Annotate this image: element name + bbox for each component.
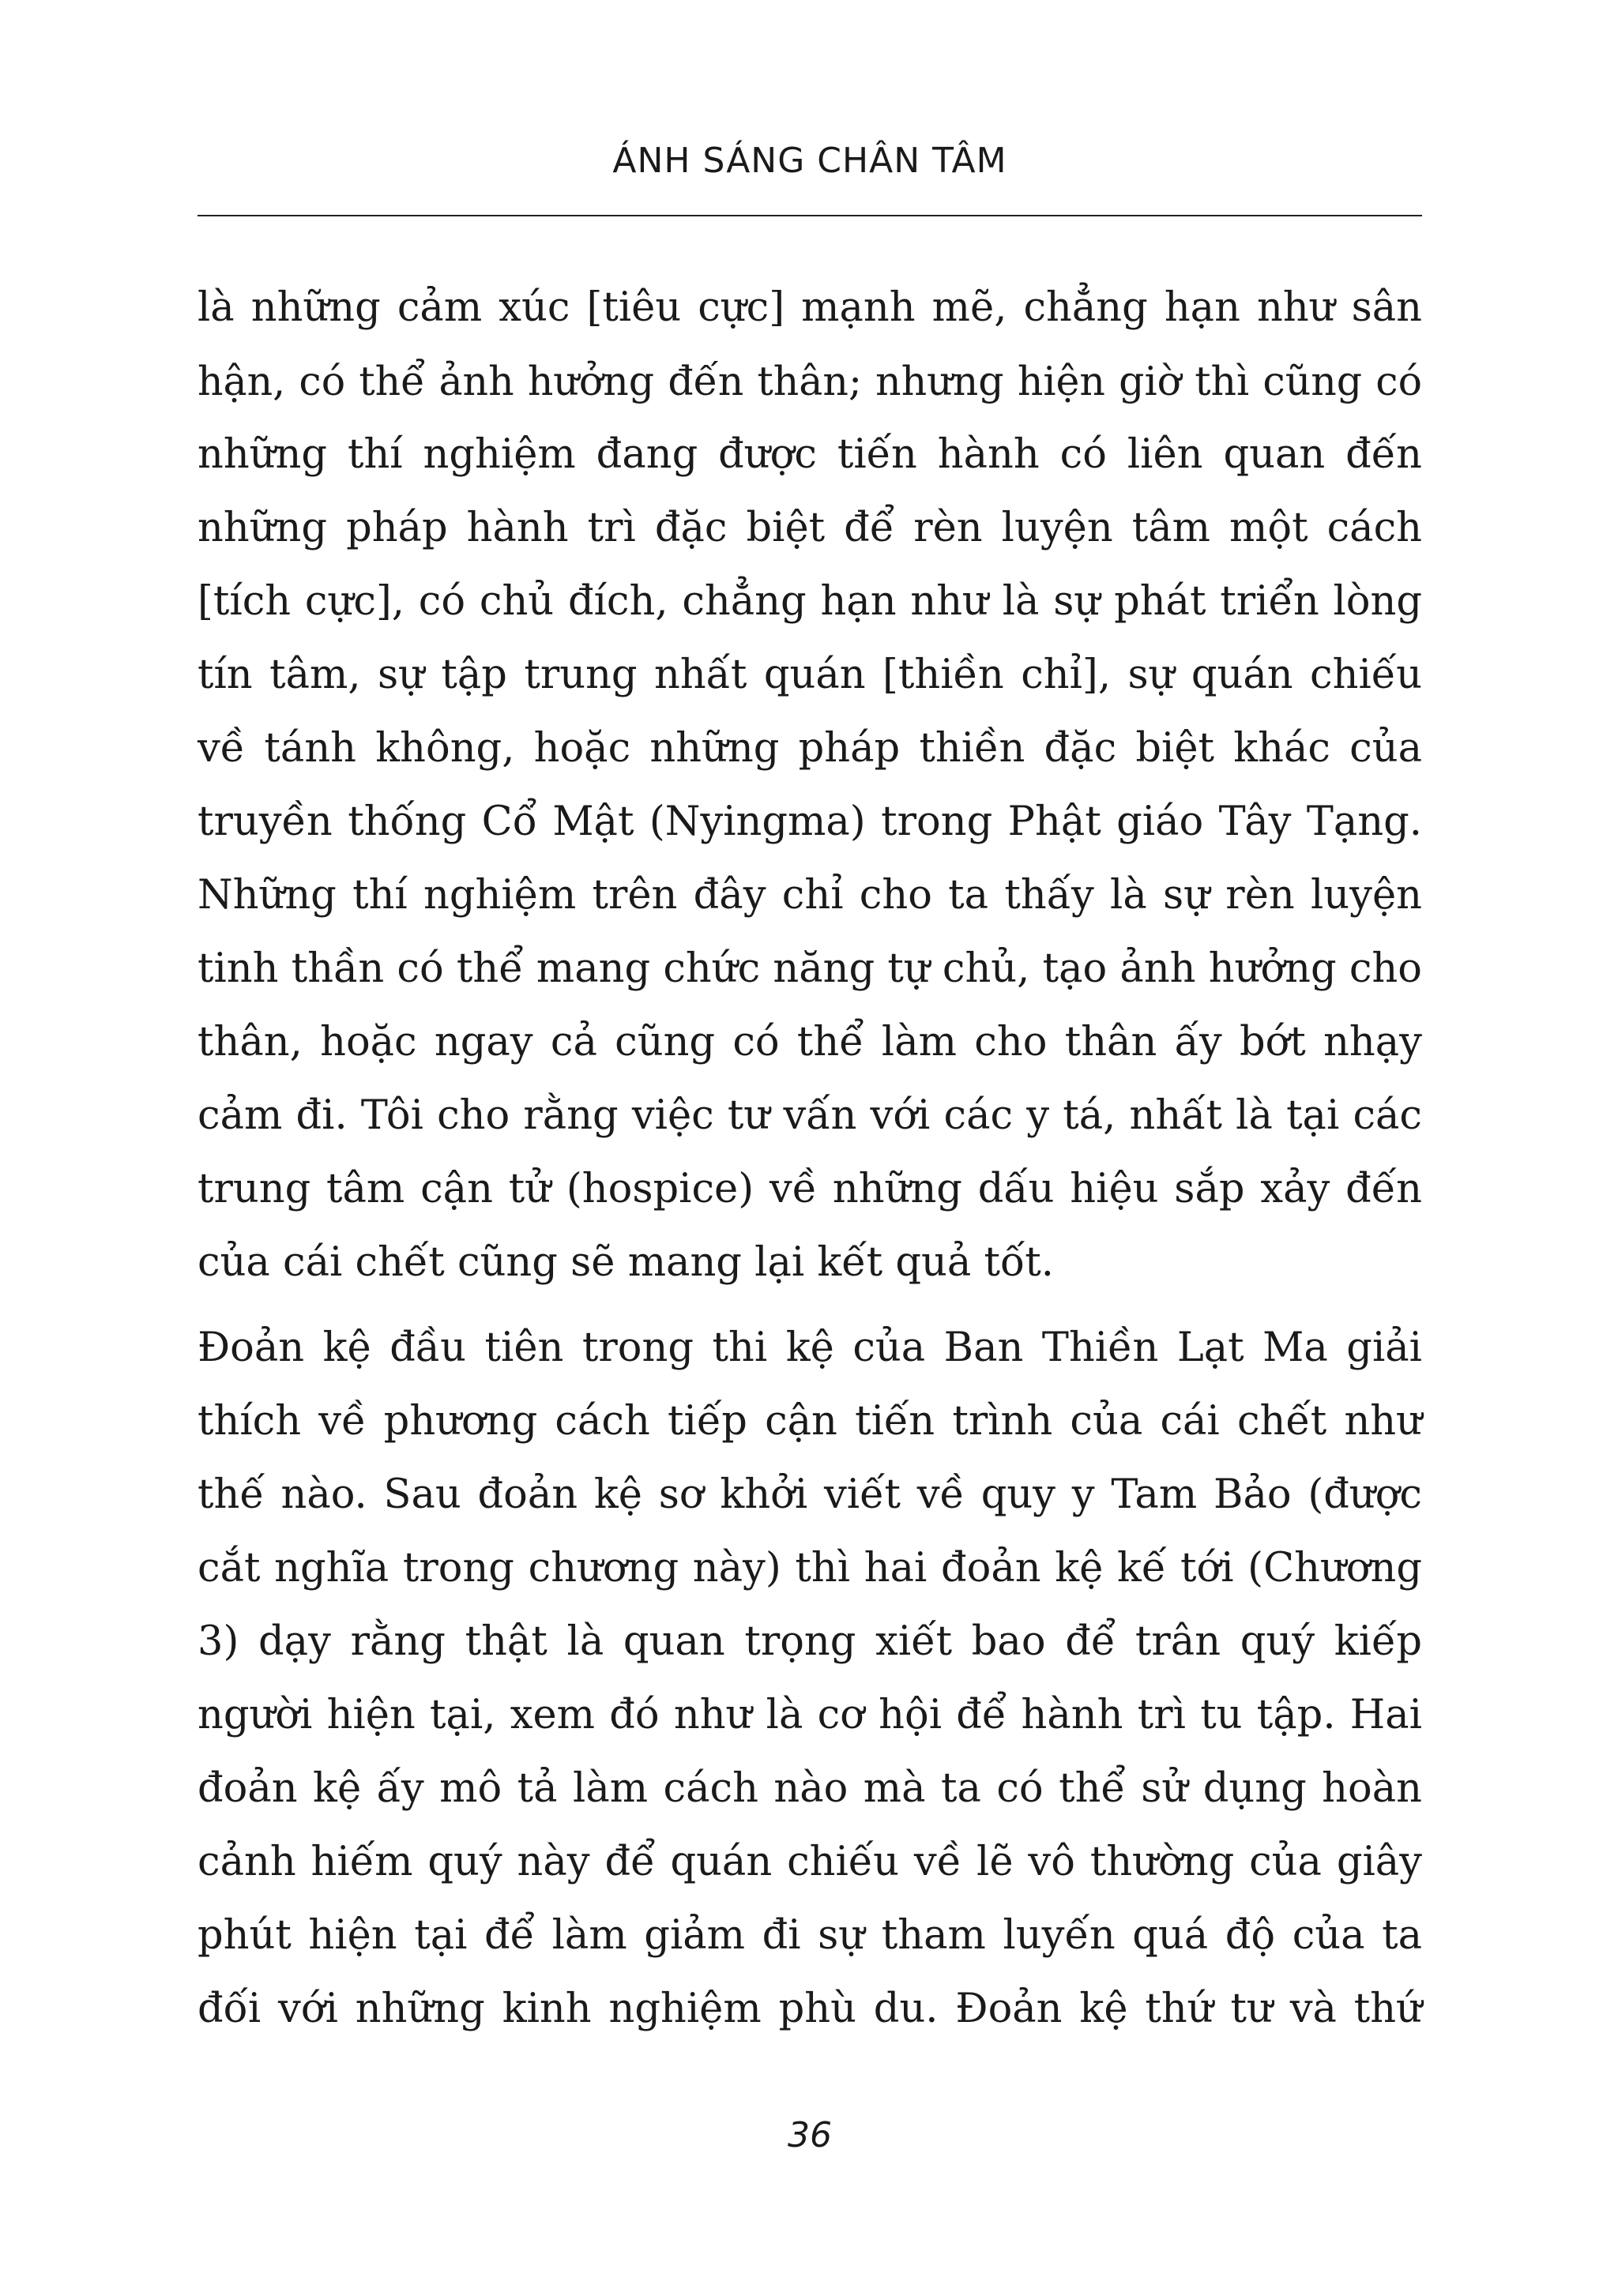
text-line: là những cảm xúc [tiêu cực] mạnh mẽ, chẳng hạn như sân xyxy=(198,284,1422,331)
text-line: tinh thần có thể mang chức năng tự chủ, tạo ảnh hưởng cho xyxy=(198,945,1422,992)
text-line: Những thí nghiệm trên đây chỉ cho ta thấy là sự rèn luyện xyxy=(198,872,1422,919)
text-line: phút hiện tại để làm giảm đi sự tham luyến quá độ của ta xyxy=(198,1912,1422,1959)
header-rule xyxy=(198,215,1422,216)
text-line: thích về phương cách tiếp cận tiến trình của cái chết như xyxy=(198,1398,1422,1445)
text-line: thế nào. Sau đoản kệ sơ khởi viết về quy y Tam Bảo (được xyxy=(198,1471,1422,1518)
text-line: trung tâm cận tử (hospice) về những dấu hiệu sắp xảy đến xyxy=(198,1166,1422,1212)
text-line: đoản kệ ấy mô tả làm cách nào mà ta có thể sử dụng hoàn xyxy=(198,1765,1422,1812)
paragraph-2 xyxy=(198,1311,1422,2046)
text-line: những pháp hành trì đặc biệt để rèn luyện tâm một cách xyxy=(198,505,1422,551)
text-line: [tích cực], có chủ đích, chẳng hạn như là sự phát triển lòng xyxy=(198,578,1422,625)
text-line: của cái chết cũng sẽ mang lại kết quả tốt. xyxy=(198,1239,1054,1286)
running-header: ÁNH SÁNG CHÂN TÂM xyxy=(612,141,1007,181)
text-line: cắt nghĩa trong chương này) thì hai đoản kệ kế tới (Chương xyxy=(198,1545,1422,1591)
text-line: về tánh không, hoặc những pháp thiền đặc biệt khác của xyxy=(198,725,1422,772)
text-line: cảnh hiếm quý này để quán chiếu về lẽ vô thường của giây xyxy=(198,1839,1422,1885)
paragraph-1 xyxy=(198,271,1422,1299)
text-line: 3) dạy rằng thật là quan trọng xiết bao để trân quý kiếp xyxy=(198,1618,1422,1665)
text-line: hận, có thể ảnh hưởng đến thân; nhưng hiện giờ thì cũng có xyxy=(198,358,1422,404)
page-number: 36 xyxy=(788,2115,832,2155)
text-line: tín tâm, sự tập trung nhất quán [thiền chỉ], sự quán chiếu xyxy=(198,652,1422,698)
text-line: truyền thống Cổ Mật (Nyingma) trong Phật giáo Tây Tạng. xyxy=(198,799,1422,845)
text-line: người hiện tại, xem đó như là cơ hội để hành trì tu tập. Hai xyxy=(198,1692,1422,1738)
text-line: cảm đi. Tôi cho rằng việc tư vấn với các y tá, nhất là tại các xyxy=(198,1092,1422,1139)
text-line: thân, hoặc ngay cả cũng có thể làm cho thân ấy bớt nhạy xyxy=(198,1019,1422,1065)
text-line: Đoản kệ đầu tiên trong thi kệ của Ban Thiền Lạt Ma giải xyxy=(198,1325,1422,1371)
text-line: những thí nghiệm đang được tiến hành có liên quan đến xyxy=(198,431,1422,478)
text-line: đối với những kinh nghiệm phù du. Đoản kệ thứ tư và thứ xyxy=(198,1986,1422,2032)
